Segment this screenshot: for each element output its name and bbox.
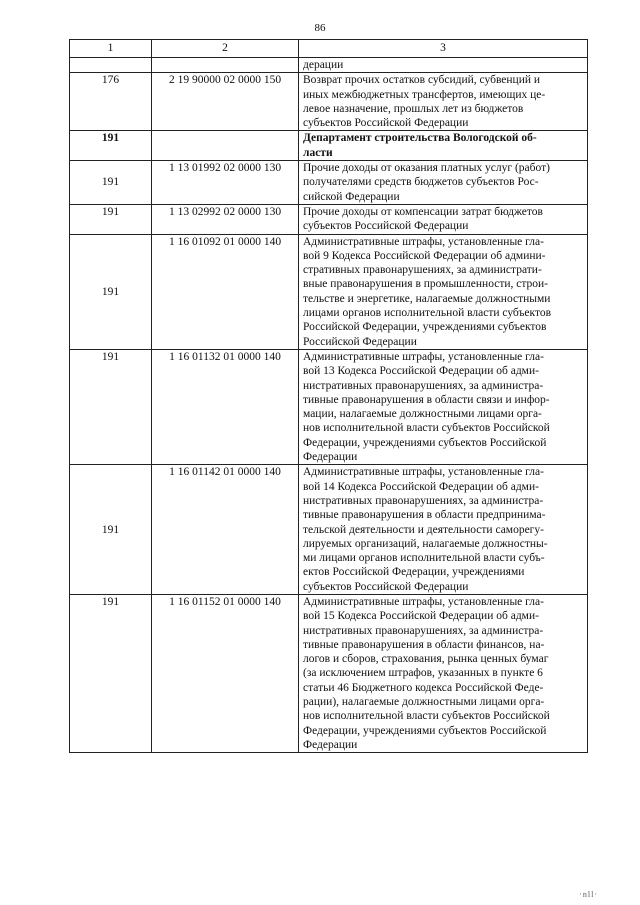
footer-mark: ·nll· xyxy=(579,890,598,899)
description-line: тельской деятельности и деятельности саморегу- xyxy=(303,523,544,536)
page-number: 86 xyxy=(314,22,326,34)
description-line: Прочие доходы от оказания платных услуг (работ) xyxy=(303,162,550,175)
description-line: вные правонарушения в промышленности, строи- xyxy=(303,278,549,291)
description-line: вой 9 Кодекса Российской Федерации об админи- xyxy=(303,249,546,262)
description-line: рации), налагаемые должностными лицами орга- xyxy=(303,696,545,709)
revenue-code-cell: 1 16 01152 01 0000 140 xyxy=(152,594,299,752)
description-line: субъектов Российской Федерации xyxy=(303,117,469,130)
description-line: левое назначение, прошлых лет из бюджетов xyxy=(303,102,524,115)
table-row xyxy=(70,161,588,205)
description-cell xyxy=(299,594,588,752)
description-line: ми лицами органов исполнительной власти субъ- xyxy=(303,552,545,565)
description-cell xyxy=(299,161,588,205)
description-cell xyxy=(299,465,588,595)
description-cell xyxy=(299,58,588,73)
description-line: нистративных правонарушениях, за администра- xyxy=(303,624,544,637)
account-code-cell: 191 xyxy=(70,204,152,234)
description-line: Административные штрафы, установленные гла- xyxy=(303,595,544,608)
description-line: ласти xyxy=(303,146,333,159)
description-line: нистративных правонарушениях, за администра- xyxy=(303,379,544,392)
revenue-code-cell: 1 16 01132 01 0000 140 xyxy=(152,349,299,464)
description-line: субъектов Российской Федерации xyxy=(303,580,469,593)
revenue-code-cell xyxy=(152,131,299,161)
table-row xyxy=(70,204,588,234)
table-row xyxy=(70,594,588,752)
revenue-code-cell xyxy=(152,58,299,73)
description-line: лицами органов исполнительной власти субъектов xyxy=(303,307,552,320)
account-code-cell: 191 xyxy=(70,131,152,161)
description-line: вой 13 Кодекса Российской Федерации об адми- xyxy=(303,365,539,378)
income-codes-table xyxy=(69,39,588,753)
description-line: Административные штрафы, установленные гла- xyxy=(303,350,544,363)
description-line: Административные штрафы, установленные гла- xyxy=(303,235,544,248)
description-line: субъектов Российской Федерации xyxy=(303,220,469,233)
description-line: дерации xyxy=(303,59,344,71)
description-line: стративных правонарушениях, за администрати- xyxy=(303,264,542,277)
description-line: Возврат прочих остатков субсидий, субвенций и xyxy=(303,74,541,87)
description-line: тивные правонарушения в области предпринима- xyxy=(303,509,546,522)
description-line: иных межбюджетных трансфертов, имеющих це- xyxy=(303,88,546,101)
description-line: нистративных правонарушениях, за администра- xyxy=(303,494,544,507)
description-line: вой 15 Кодекса Российской Федерации об адми- xyxy=(303,610,539,623)
description-line: сийской Федерации xyxy=(303,190,400,203)
description-line: (за исключением штрафов, указанных в пункте 6 xyxy=(303,667,543,680)
account-code-cell: 191 xyxy=(70,349,152,464)
revenue-code-cell: 1 13 01992 02 0000 130 xyxy=(152,161,299,205)
revenue-code-cell: 1 16 01092 01 0000 140 xyxy=(152,234,299,349)
table-row xyxy=(70,465,588,595)
account-code-cell: 191 xyxy=(70,465,152,595)
description-line: тивные правонарушения в области связи и инфор- xyxy=(303,393,550,406)
revenue-code-cell: 1 16 01142 01 0000 140 xyxy=(152,465,299,595)
description-line: Департамент строительства Вологодской об- xyxy=(303,132,537,145)
description-line: Прочие доходы от компенсации затрат бюджетов xyxy=(303,205,543,218)
description-line: нов исполнительной власти субъектов Российской xyxy=(303,422,550,435)
account-code-cell: 191 xyxy=(70,594,152,752)
description-cell xyxy=(299,73,588,131)
revenue-code-cell: 2 19 90000 02 0000 150 xyxy=(152,73,299,131)
account-code-cell: 176 xyxy=(70,73,152,131)
description-cell xyxy=(299,349,588,464)
description-line: Административные штрафы, установленные гла- xyxy=(303,466,544,479)
description-line: ектов Российской Федерации, учреждениями xyxy=(303,566,525,579)
table-row xyxy=(70,234,588,349)
description-line: Федерации, учреждениями субъектов Российской xyxy=(303,724,547,737)
description-cell xyxy=(299,234,588,349)
table-row xyxy=(70,349,588,464)
description-cell xyxy=(299,131,588,161)
description-line: Российской Федерации, учреждениями субъектов xyxy=(303,321,547,334)
description-line: мации, налагаемые должностными лицами орга- xyxy=(303,408,542,421)
header-col-1: 1 xyxy=(70,40,152,58)
description-line: лируемых организаций, налагаемые должностны- xyxy=(303,537,548,550)
header-col-2: 2 xyxy=(152,40,299,58)
description-cell xyxy=(299,204,588,234)
description-line: тельстве и энергетике, налагаемые должностными xyxy=(303,292,551,305)
description-line: Российской Федерации xyxy=(303,335,417,348)
header-col-3: 3 xyxy=(299,40,588,58)
revenue-code-cell: 1 13 02992 02 0000 130 xyxy=(152,204,299,234)
description-line: тивные правонарушения в области финансов, на- xyxy=(303,638,545,651)
description-line: Федерации xyxy=(303,738,358,751)
table-row xyxy=(70,131,588,161)
account-code-cell: 191 xyxy=(70,161,152,205)
table-row xyxy=(70,73,588,131)
account-code-cell: 191 xyxy=(70,234,152,349)
description-line: Федерации xyxy=(303,451,358,464)
description-line: нов исполнительной власти субъектов Российской xyxy=(303,710,550,723)
table-row xyxy=(70,58,588,73)
description-line: Федерации, учреждениями субъектов Российской xyxy=(303,436,547,449)
table-header-row xyxy=(70,40,588,58)
description-line: статьи 46 Бюджетного кодекса Российской Феде- xyxy=(303,681,544,694)
description-line: вой 14 Кодекса Российской Федерации об адми- xyxy=(303,480,539,493)
account-code-cell xyxy=(70,58,152,73)
description-line: логов и сборов, страхования, рынка ценных бумаг xyxy=(303,653,549,666)
description-line: получателями средств бюджетов субъектов Рос- xyxy=(303,176,539,189)
